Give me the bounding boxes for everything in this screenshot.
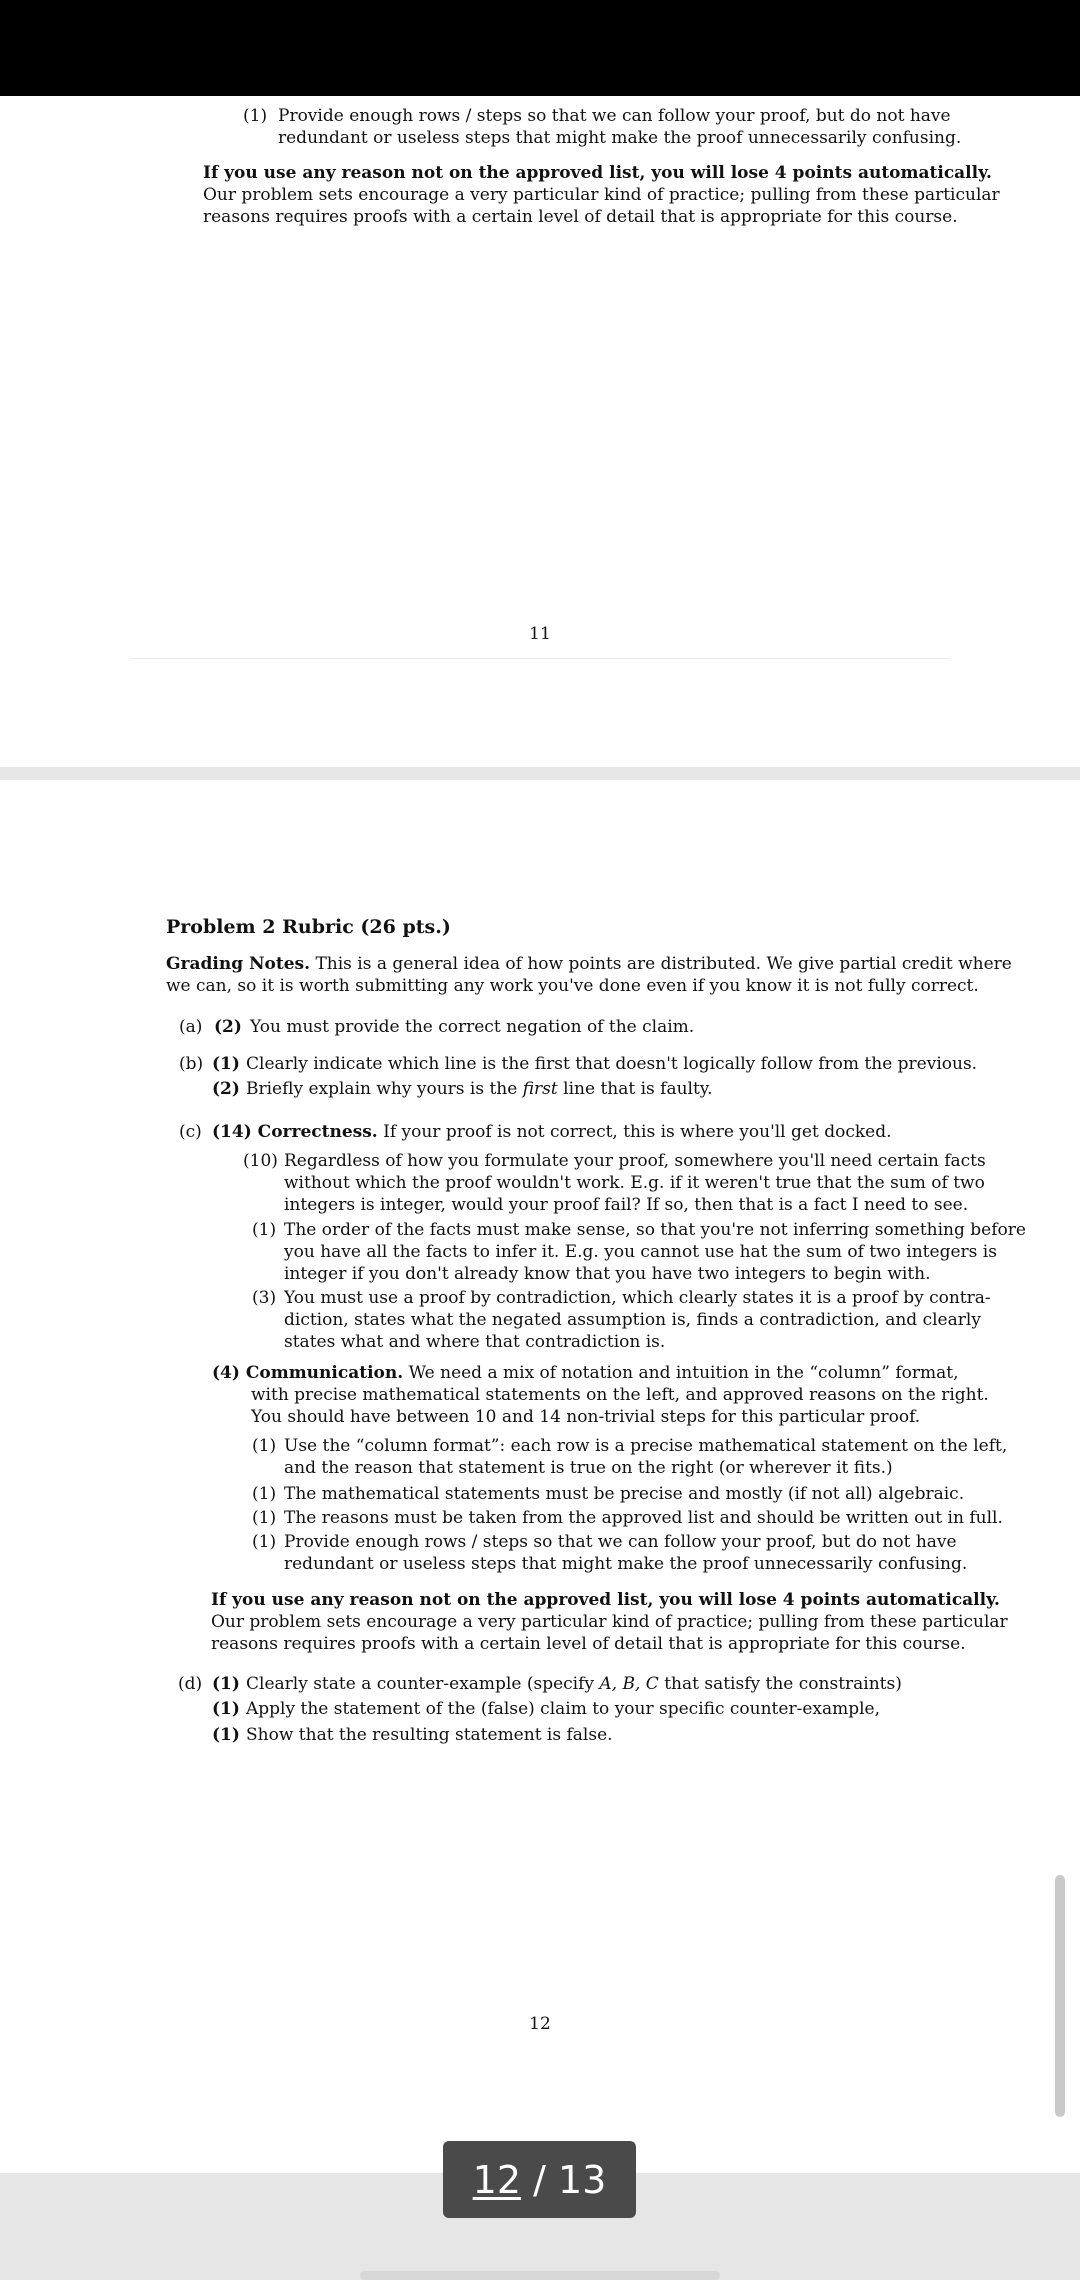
page-separator: / <box>521 2157 558 2202</box>
section-text: with precise mathematical statements on the left, and approved reasons on the right. <box>251 1385 989 1405</box>
grading-notes-text: This is a general idea of how points are distributed. We give partial credit where <box>315 954 1012 974</box>
sub-text: Regardless of how you formulate your proof, somewhere you'll need certain facts <box>284 1151 986 1171</box>
part-label: (b) <box>179 1054 204 1074</box>
points: (1) <box>212 1054 240 1074</box>
sub-text: redundant or useless steps that might make the proof unnecessarily confusing. <box>284 1554 968 1574</box>
part-label: (a) <box>179 1017 203 1037</box>
section-text: You should have between 10 and 14 non-trivial steps for this particular proof. <box>251 1407 921 1427</box>
section-heading: (4) Communication. We need a mix of notation and intuition in the “column” format, <box>212 1363 959 1383</box>
sub-points: (1) <box>252 1484 277 1504</box>
criterion-text: Clearly indicate which line is the first that doesn't logically follow from the previous. <box>246 1054 978 1074</box>
criterion-text: Clearly state a counter-example (specify A, B, C that satisfy the constraints) <box>246 1674 902 1694</box>
points: (1) <box>212 1725 240 1745</box>
warning-text: Our problem sets encourage a very particular kind of practice; pulling from these particular <box>203 185 1000 205</box>
sub-text: and the reason that statement is true on the right (or wherever it fits.) <box>284 1458 893 1478</box>
criterion-text: Briefly explain why yours is the first line that is faulty. <box>246 1079 713 1099</box>
sub-text: you have all the facts to infer it. E.g. you cannot use hat the sum of two integers is <box>284 1242 997 1262</box>
footer-rule <box>130 658 950 659</box>
pdf-page-12 <box>0 780 1080 2173</box>
warning-bold: If you use any reason not on the approved list, you will lose 4 points automatically. <box>203 163 992 183</box>
sub-text: The mathematical statements must be precise and mostly (if not all) algebraic. <box>284 1484 965 1504</box>
grading-notes-label: Grading Notes. <box>166 954 311 974</box>
criterion-text: Apply the statement of the (false) claim to your specific counter-example, <box>246 1699 881 1719</box>
sub-text: The reasons must be taken from the approved list and should be written out in full. <box>284 1508 1003 1528</box>
home-indicator[interactable] <box>360 2271 720 2280</box>
item-text: Provide enough rows / steps so that we can follow your proof, but do not have <box>278 106 951 126</box>
warning-bold: If you use any reason not on the approved list, you will lose 4 points automatically. <box>211 1590 1000 1610</box>
points: (1) <box>212 1674 240 1694</box>
sub-text: integer if you don't already know that you have two integers to begin with. <box>284 1264 931 1284</box>
grading-notes-text: we can, so it is worth submitting any work you've done even if you know it is not fully correct. <box>166 976 979 996</box>
sub-points: (1) <box>252 1220 277 1240</box>
section-heading: (14) Correctness. If your proof is not correct, this is where you'll get docked. <box>212 1122 892 1142</box>
warning-text: reasons requires proofs with a certain level of detail that is appropriate for this course. <box>203 207 958 227</box>
sub-text: diction, states what the negated assumption is, finds a contradiction, and clearly <box>284 1310 981 1330</box>
sub-text: states what and where that contradiction is. <box>284 1332 666 1352</box>
problem-title: Problem 2 Rubric (26 pts.) <box>166 916 451 938</box>
sub-text: You must use a proof by contradiction, which clearly states it is a proof by contra- <box>284 1288 991 1308</box>
item-text: redundant or useless steps that might make the proof unnecessarily confusing. <box>278 128 962 148</box>
sub-points: (3) <box>252 1288 277 1308</box>
sub-text: Provide enough rows / steps so that we can follow your proof, but do not have <box>284 1532 957 1552</box>
current-page: 12 <box>472 2157 522 2202</box>
total-pages: 13 <box>557 2157 607 2202</box>
part-label: (d) <box>178 1674 203 1694</box>
scrollbar-thumb[interactable] <box>1055 1875 1065 2117</box>
sub-text: The order of the facts must make sense, so that you're not inferring something before <box>284 1220 1026 1240</box>
criterion-text: Show that the resulting statement is false. <box>246 1725 613 1745</box>
page-number: 12 <box>529 2014 551 2034</box>
page-number: 11 <box>529 624 551 644</box>
sub-text: Use the “column format”: each row is a precise mathematical statement on the left, <box>284 1436 1008 1456</box>
sub-text: without which the proof wouldn't work. E.g. if it weren't true that the sum of two <box>284 1173 985 1193</box>
sub-points: (1) <box>252 1532 277 1552</box>
points: (2) <box>212 1079 240 1099</box>
top-status-bar <box>0 0 1080 96</box>
part-label: (c) <box>179 1122 202 1142</box>
page-indicator <box>443 2141 636 2218</box>
pdf-page-11 <box>0 0 1080 767</box>
sub-text: integers is integer, would your proof fail? If so, then that is a fact I need to see. <box>284 1195 969 1215</box>
points: (2) <box>214 1017 242 1037</box>
points: (1) <box>212 1699 240 1719</box>
item-number: (1) <box>243 106 268 126</box>
criterion-text: You must provide the correct negation of the claim. <box>250 1017 695 1037</box>
sub-points: (1) <box>252 1436 277 1456</box>
warning-text: Our problem sets encourage a very particular kind of practice; pulling from these particular <box>211 1612 1008 1632</box>
sub-points: (10) <box>243 1151 278 1171</box>
sub-points: (1) <box>252 1508 277 1528</box>
warning-text: reasons requires proofs with a certain level of detail that is appropriate for this course. <box>211 1634 966 1654</box>
